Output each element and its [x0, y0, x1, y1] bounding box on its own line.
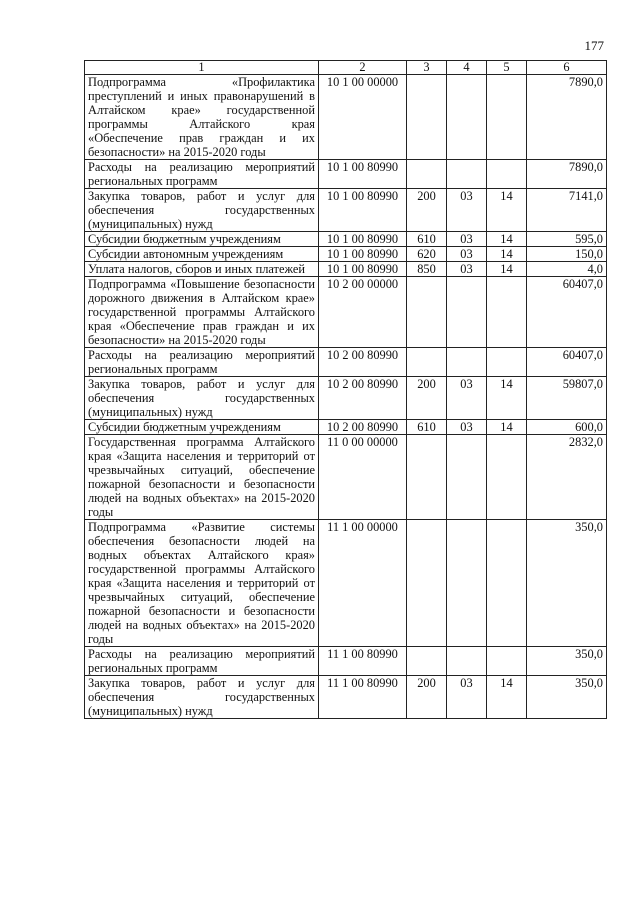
row-subsection: [487, 348, 527, 377]
row-amount: 350,0: [527, 520, 607, 647]
row-name: Закупка товаров, работ и услуг для обеспечения государственных (муниципальных) нужд: [85, 377, 319, 420]
row-name: Подпрограмма «Развитие системы обеспечения безопасности людей на водных объектах Алтайского края» государственной программы Алтайского края «Защита населения и территорий от чрезвычайных ситуаций, обеспечение пожарной безопасности и безопасности людей на водных объектах» на 2015-2020 годы: [85, 520, 319, 647]
row-code: 10 2 00 80990: [319, 377, 407, 420]
row-section: 03: [447, 262, 487, 277]
row-section: 03: [447, 189, 487, 232]
table-row: [85, 189, 607, 232]
column-header: 5: [487, 61, 527, 75]
table-row: [85, 377, 607, 420]
row-expense-type: 850: [407, 262, 447, 277]
row-code: 10 1 00 80990: [319, 262, 407, 277]
row-expense-type: 610: [407, 420, 447, 435]
row-code: 10 1 00 80990: [319, 160, 407, 189]
row-section: 03: [447, 247, 487, 262]
row-name: Субсидии бюджетным учреждениям: [85, 232, 319, 247]
row-section: 03: [447, 377, 487, 420]
table-row: [85, 277, 607, 348]
budget-table: [84, 60, 607, 719]
row-amount: 60407,0: [527, 348, 607, 377]
row-amount: 150,0: [527, 247, 607, 262]
page-number: 177: [584, 38, 604, 53]
row-section: 03: [447, 420, 487, 435]
table-row: [85, 647, 607, 676]
table-row: [85, 262, 607, 277]
column-header: 1: [85, 61, 319, 75]
row-name: Расходы на реализацию мероприятий региональных программ: [85, 647, 319, 676]
row-expense-type: [407, 520, 447, 647]
row-section: [447, 435, 487, 520]
row-section: [447, 520, 487, 647]
row-name: Закупка товаров, работ и услуг для обеспечения государственных (муниципальных) нужд: [85, 189, 319, 232]
row-section: 03: [447, 676, 487, 719]
row-subsection: [487, 160, 527, 189]
row-section: 03: [447, 232, 487, 247]
row-code: 10 2 00 80990: [319, 348, 407, 377]
row-expense-type: [407, 75, 447, 160]
row-name: Закупка товаров, работ и услуг для обеспечения государственных (муниципальных) нужд: [85, 676, 319, 719]
row-subsection: 14: [487, 232, 527, 247]
row-code: 11 1 00 00000: [319, 520, 407, 647]
row-section: [447, 647, 487, 676]
row-amount: 350,0: [527, 676, 607, 719]
table-row: [85, 348, 607, 377]
row-expense-type: [407, 277, 447, 348]
row-subsection: [487, 647, 527, 676]
row-code: 10 2 00 00000: [319, 277, 407, 348]
row-name: Субсидии автономным учреждениям: [85, 247, 319, 262]
column-header: 2: [319, 61, 407, 75]
table-row: [85, 520, 607, 647]
row-expense-type: 200: [407, 189, 447, 232]
row-section: [447, 348, 487, 377]
row-code: 10 1 00 00000: [319, 75, 407, 160]
row-code: 11 1 00 80990: [319, 647, 407, 676]
row-expense-type: 620: [407, 247, 447, 262]
row-code: 11 1 00 80990: [319, 676, 407, 719]
row-name: Государственная программа Алтайского края «Защита населения и территорий от чрезвычайных ситуаций, обеспечение пожарной безопасности и безопасности людей на водных объектах» на 2015-2020 годы: [85, 435, 319, 520]
table-row: [85, 232, 607, 247]
row-amount: 7890,0: [527, 160, 607, 189]
row-expense-type: [407, 160, 447, 189]
row-subsection: 14: [487, 189, 527, 232]
row-expense-type: [407, 647, 447, 676]
row-code: 10 1 00 80990: [319, 247, 407, 262]
row-amount: 595,0: [527, 232, 607, 247]
table-row: [85, 160, 607, 189]
row-expense-type: 610: [407, 232, 447, 247]
row-name: Субсидии бюджетным учреждениям: [85, 420, 319, 435]
row-subsection: [487, 75, 527, 160]
row-expense-type: [407, 348, 447, 377]
row-amount: 7890,0: [527, 75, 607, 160]
row-code: 10 2 00 80990: [319, 420, 407, 435]
table-row: [85, 247, 607, 262]
row-subsection: 14: [487, 420, 527, 435]
column-header: 4: [447, 61, 487, 75]
table-body: [85, 75, 607, 719]
row-subsection: 14: [487, 262, 527, 277]
row-subsection: [487, 435, 527, 520]
row-amount: 4,0: [527, 262, 607, 277]
row-code: 10 1 00 80990: [319, 189, 407, 232]
header-row: [85, 61, 607, 75]
row-subsection: [487, 277, 527, 348]
row-amount: 350,0: [527, 647, 607, 676]
row-expense-type: 200: [407, 377, 447, 420]
row-subsection: 14: [487, 377, 527, 420]
row-code: 11 0 00 00000: [319, 435, 407, 520]
row-amount: 2832,0: [527, 435, 607, 520]
table-row: [85, 435, 607, 520]
row-amount: 60407,0: [527, 277, 607, 348]
column-header: 6: [527, 61, 607, 75]
row-section: [447, 160, 487, 189]
row-name: Расходы на реализацию мероприятий региональных программ: [85, 160, 319, 189]
row-subsection: [487, 520, 527, 647]
row-amount: 59807,0: [527, 377, 607, 420]
row-amount: 600,0: [527, 420, 607, 435]
row-subsection: 14: [487, 247, 527, 262]
row-name: Подпрограмма «Профилактика преступлений и иных правонарушений в Алтайском крае» государственной программы Алтайского края «Обеспечение прав граждан и их безопасности» на 2015-2020 годы: [85, 75, 319, 160]
row-name: Подпрограмма «Повышение безопасности дорожного движения в Алтайском крае» государственной программы Алтайского края «Обеспечение прав граждан и их безопасности» на 2015-2020 годы: [85, 277, 319, 348]
row-expense-type: [407, 435, 447, 520]
row-section: [447, 75, 487, 160]
row-code: 10 1 00 80990: [319, 232, 407, 247]
table-row: [85, 676, 607, 719]
row-subsection: 14: [487, 676, 527, 719]
table-row: [85, 420, 607, 435]
row-name: Расходы на реализацию мероприятий региональных программ: [85, 348, 319, 377]
row-expense-type: 200: [407, 676, 447, 719]
column-header: 3: [407, 61, 447, 75]
table-row: [85, 75, 607, 160]
row-section: [447, 277, 487, 348]
row-amount: 7141,0: [527, 189, 607, 232]
row-name: Уплата налогов, сборов и иных платежей: [85, 262, 319, 277]
